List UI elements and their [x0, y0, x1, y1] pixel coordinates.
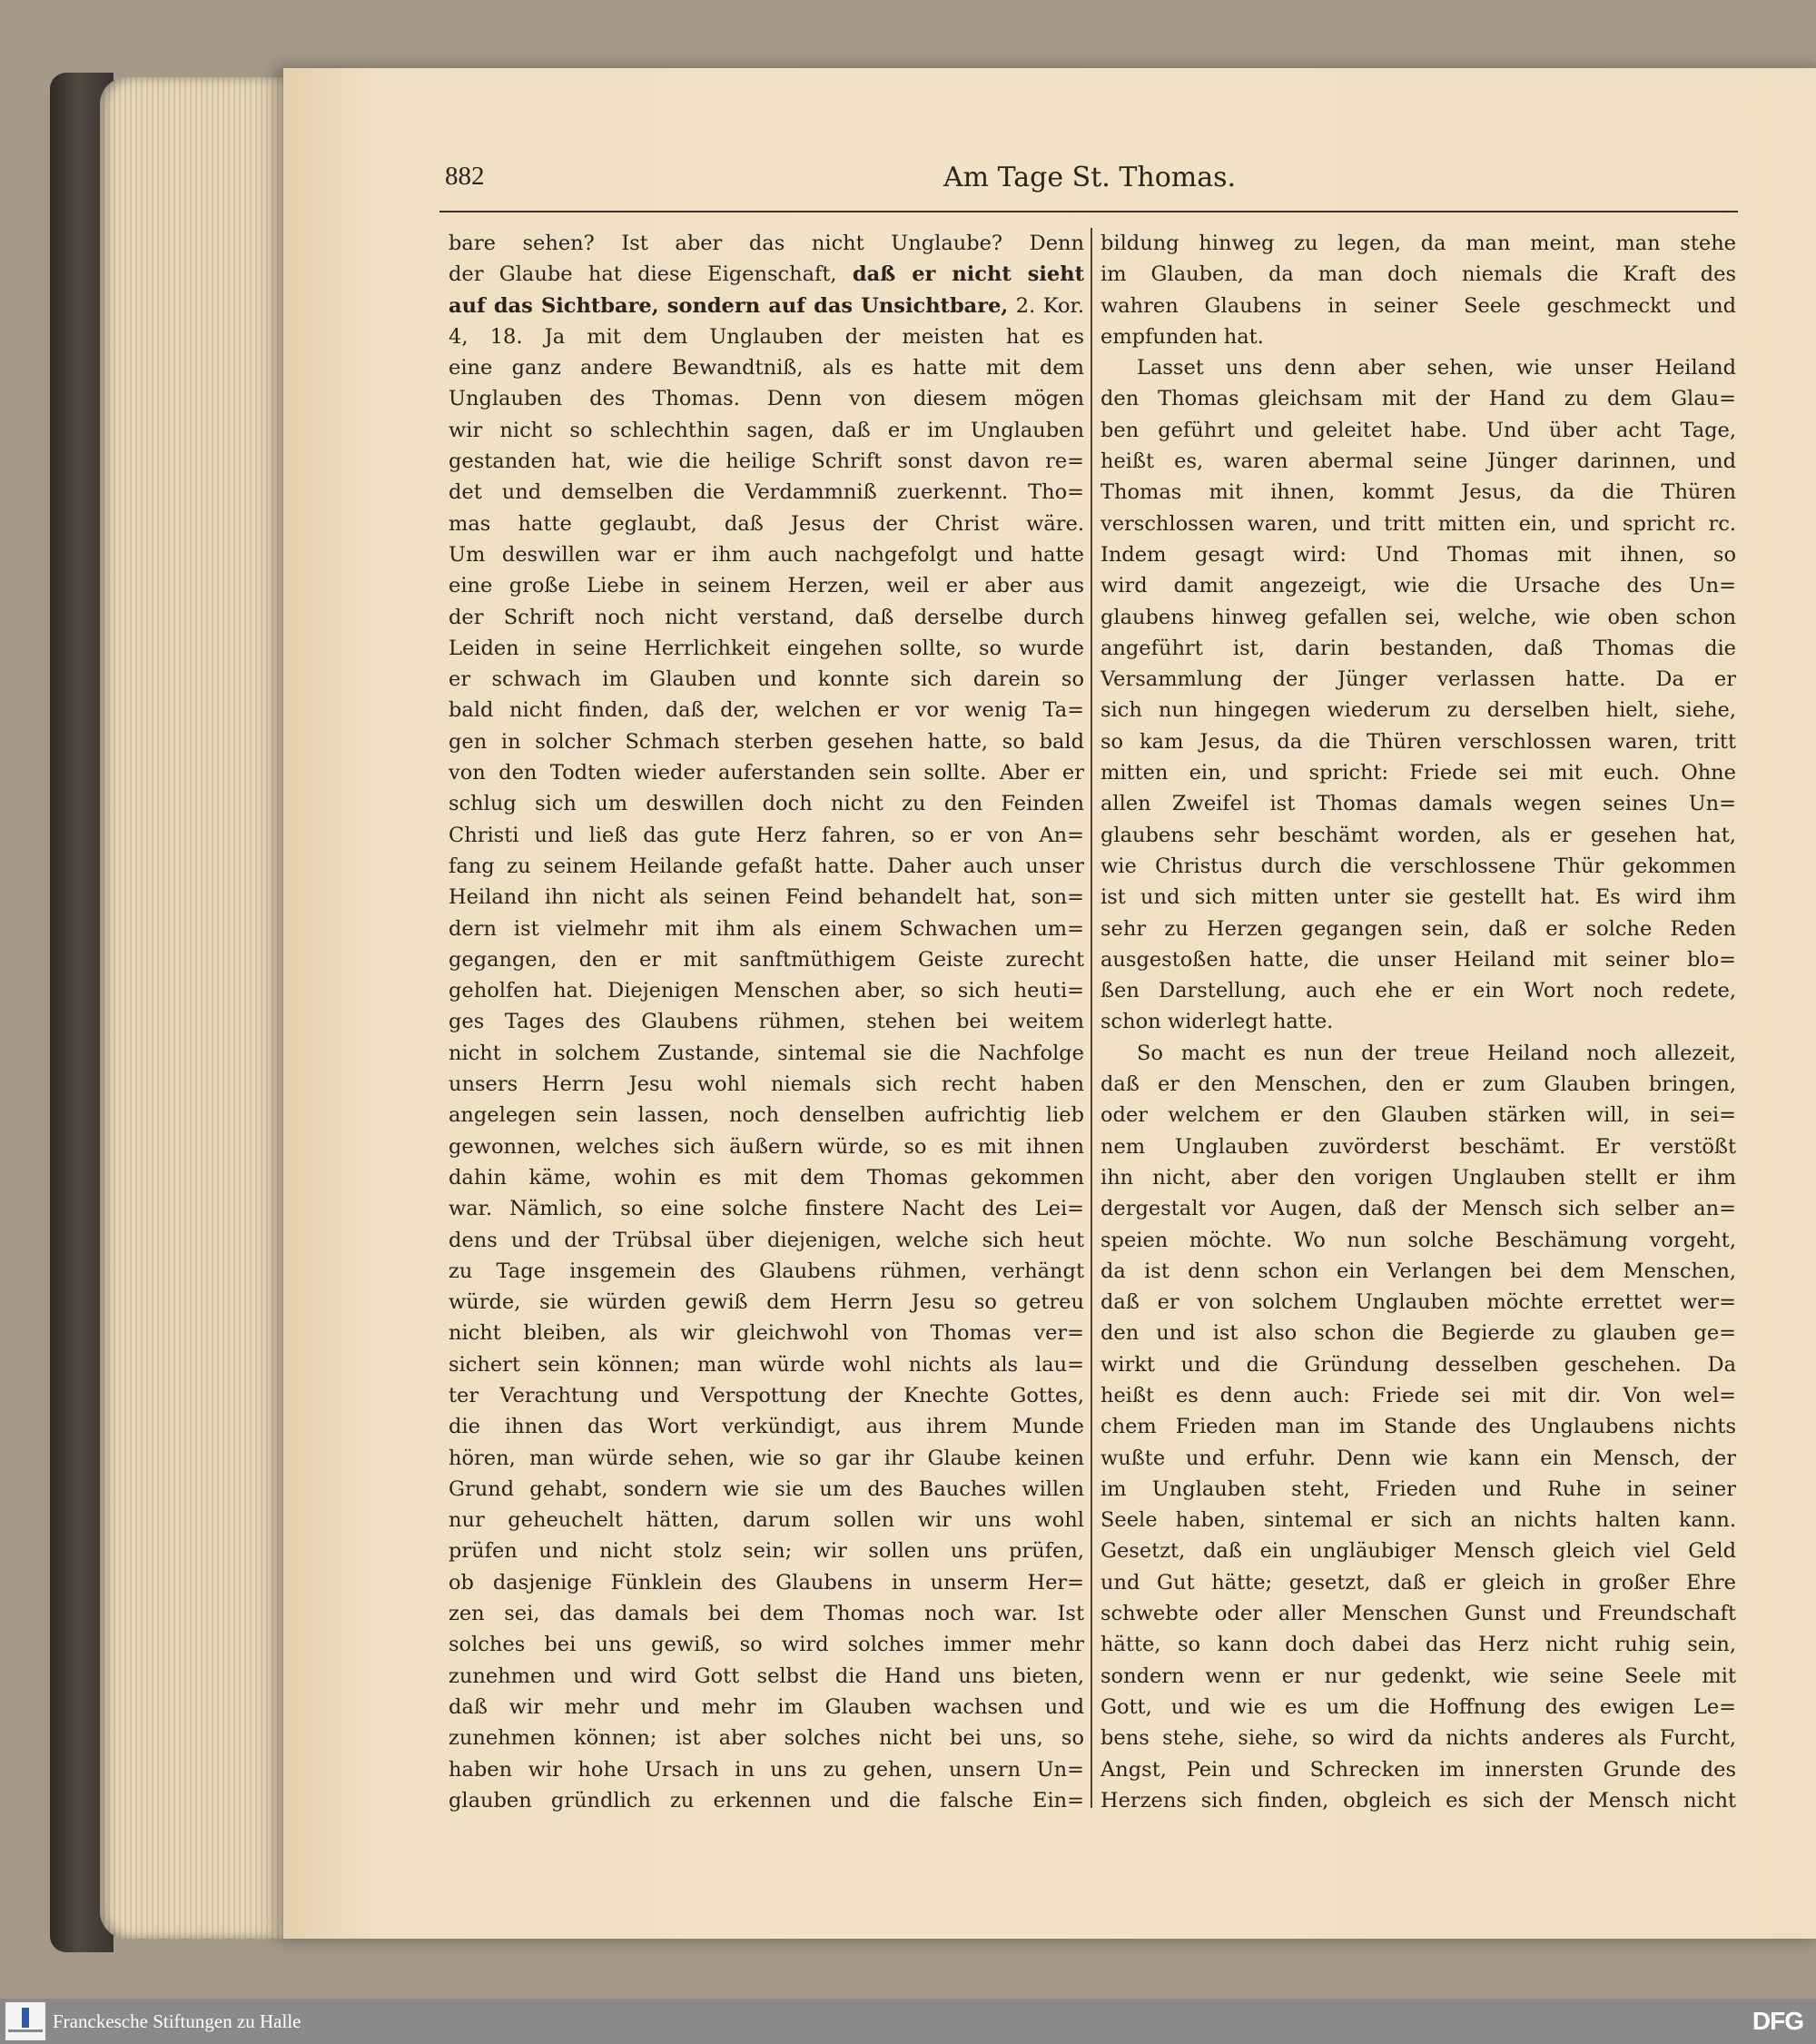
- line-text: oder welchem er den Glauben stärken will, in sei=: [1100, 1103, 1736, 1128]
- dfg-logo: DFG: [1752, 2007, 1803, 2035]
- text-line: [449, 383, 1084, 414]
- text-line: [449, 570, 1084, 601]
- text-line: [449, 321, 1084, 352]
- line-text: sondern wenn er nur gedenkt, wie seine Seele mit: [1100, 1664, 1736, 1688]
- line-text: chem Frieden man im Stande des Unglaubens nichts: [1100, 1415, 1736, 1439]
- line-text: verschlossen waren, und tritt mitten ein, und spricht rc.: [1100, 511, 1736, 536]
- text-line: [1100, 913, 1736, 944]
- text-line: [1100, 1318, 1736, 1348]
- page-edges: [100, 77, 295, 1939]
- text-line: [1100, 1535, 1736, 1566]
- text-line: [1100, 1162, 1736, 1193]
- text-line: [449, 1162, 1084, 1193]
- line-text: Grund gehabt, sondern wie sie um des Bauches willen: [449, 1476, 1084, 1501]
- line-text: bens stehe, siehe, so wird da nichts anderes als Furcht,: [1100, 1726, 1736, 1751]
- line-text: Unglauben des Thomas. Denn von diesem mögen: [449, 387, 1084, 411]
- institution-logo-icon: [5, 2002, 45, 2040]
- text-line: [1100, 1629, 1736, 1660]
- line-text: bildung hinweg zu legen, da man meint, man stehe: [1100, 232, 1736, 255]
- text-line: [1100, 1598, 1736, 1629]
- line-text: nicht bleiben, als wir gleichwohl von Thomas ver=: [449, 1321, 1084, 1346]
- header-rule: [439, 211, 1738, 212]
- line-text: wir nicht so schlechthin sagen, daß er im Unglauben: [449, 418, 1084, 442]
- text-line: [1100, 1754, 1736, 1785]
- text-line: [449, 1411, 1084, 1442]
- line-text: empfunden hat.: [1100, 324, 1264, 349]
- line-text: geholfen hat. Diejenigen Menschen aber, so sich heuti=: [449, 979, 1084, 1003]
- line-text: zunehmen können; ist aber solches nicht bei uns, so: [449, 1726, 1084, 1751]
- line-text: daß er von solchem Unglauben möchte errettet wer=: [1100, 1290, 1736, 1315]
- text-line: [1100, 788, 1736, 819]
- line-text: ges Tages des Glaubens rühmen, stehen bei weitem: [449, 1010, 1084, 1034]
- line-text: heißt es denn auch: Friede sei mit dir. Von wel=: [1100, 1383, 1736, 1407]
- line-text: ßen Darstellung, auch ehe er ein Wort noch redete,: [1100, 979, 1736, 1003]
- text-line: [449, 1225, 1084, 1256]
- institution-name: Franckesche Stiftungen zu Halle: [53, 2010, 301, 2032]
- text-line: [449, 1505, 1084, 1535]
- text-line: [1100, 851, 1736, 882]
- text-line: [1100, 1785, 1736, 1816]
- text-line: [449, 944, 1084, 975]
- text-line: [449, 1100, 1084, 1131]
- text-line: [1100, 321, 1736, 352]
- text-line: [449, 259, 1084, 290]
- text-column-right: [1100, 228, 1736, 1816]
- text-line: [1100, 1038, 1736, 1069]
- line-text: glauben gründlich zu erkennen und die falsche Ein=: [449, 1788, 1084, 1812]
- text-line: [449, 352, 1084, 383]
- text-line: [1100, 1256, 1736, 1287]
- text-line: [1100, 820, 1736, 851]
- line-text: mas hatte geglaubt, daß Jesus der Christ wäre.: [449, 511, 1084, 536]
- line-text: hätte, so kann doch dabei das Herz nicht ruhig sein,: [1100, 1633, 1736, 1657]
- line-text: Versammlung der Jünger verlassen hatte. Da er: [1100, 667, 1736, 692]
- line-text: von den Todten wieder auferstanden sein sollte. Aber er: [449, 761, 1084, 785]
- line-text: wird damit angezeigt, wie die Ursache des Un=: [1100, 574, 1736, 598]
- text-line: [449, 1256, 1084, 1287]
- text-line: [1100, 602, 1736, 633]
- text-line: [1100, 1193, 1736, 1224]
- footer-bar: [0, 1999, 1816, 2044]
- text-line: [1100, 1131, 1736, 1162]
- line-text: hören, man würde sehen, wie so gar ihr Glaube keinen: [449, 1446, 1084, 1470]
- text-line: [449, 1193, 1084, 1224]
- line-text: solches bei uns gewiß, so wird solches immer mehr: [449, 1633, 1084, 1657]
- text-line: [1100, 1225, 1736, 1256]
- line-text: nur geheuchelt hätten, darum sollen wir uns wohl: [449, 1508, 1084, 1533]
- text-line: [1100, 1505, 1736, 1535]
- line-text: ausgestoßen hatte, die unser Heiland mit seiner blo=: [1100, 947, 1736, 972]
- line-text: wußte und erfuhr. Denn wie kann ein Mensch, der: [1100, 1446, 1736, 1470]
- page-heading: Am Tage St. Thomas.: [943, 162, 1237, 193]
- line-text: der Glaube hat diese Eigenschaft,: [449, 262, 853, 287]
- text-line: [449, 820, 1084, 851]
- line-text: würde, sie würden gewiß dem Herrn Jesu so getreu: [449, 1290, 1084, 1315]
- line-text: speien möchte. Wo nun solche Beschämung vorgeht,: [1100, 1228, 1736, 1252]
- line-text: haben wir hohe Ursach in uns zu gehen, unsern Un=: [449, 1757, 1084, 1782]
- text-column-left: [449, 228, 1084, 1816]
- line-text: ter Verachtung und Verspottung der Knechte Gottes,: [449, 1383, 1084, 1407]
- text-line: [1100, 1474, 1736, 1505]
- text-line: [449, 1629, 1084, 1660]
- line-text: Leiden in seine Herrlichkeit eingehen sollte, so wurde: [449, 636, 1084, 660]
- line-text: wie Christus durch die verschlossene Thür gekommen: [1100, 854, 1736, 878]
- text-line: [449, 415, 1084, 446]
- line-text: Herzens sich finden, obgleich es sich der Mensch nicht: [1100, 1788, 1736, 1812]
- text-line: [449, 1131, 1084, 1162]
- line-text: Seele haben, sintemal er sich an nichts halten kann.: [1100, 1508, 1736, 1533]
- text-line: [1100, 695, 1736, 726]
- text-line: [449, 539, 1084, 570]
- line-text: glaubens hinweg gefallen sei, welche, wie oben schon: [1100, 605, 1736, 629]
- line-text: 2. Kor.: [1008, 293, 1084, 318]
- text-line: [1100, 944, 1736, 975]
- line-text: war. Nämlich, so eine solche finstere Nacht des Lei=: [449, 1197, 1084, 1221]
- text-line: [1100, 446, 1736, 477]
- line-text: So macht es nun der treue Heiland noch allezeit,: [1137, 1041, 1736, 1065]
- text-line: [449, 477, 1084, 508]
- text-line: [1100, 352, 1736, 383]
- text-line: [449, 1318, 1084, 1348]
- text-line: [1100, 1349, 1736, 1380]
- line-text: wahren Glaubens in seiner Seele geschmeckt und: [1100, 293, 1736, 318]
- text-line: [449, 291, 1084, 321]
- line-text: 4, 18. Ja mit dem Unglauben der meisten hat es: [449, 324, 1084, 349]
- text-line: [449, 1785, 1084, 1816]
- line-text: er schwach im Glauben und konnte sich darein so: [449, 667, 1084, 692]
- line-text: Gesetzt, daß ein ungläubiger Mensch gleich viel Geld: [1100, 1539, 1736, 1564]
- line-text: Heiland ihn nicht als seinen Feind behandelt hat, son=: [449, 885, 1084, 910]
- text-line: [1100, 1411, 1736, 1442]
- column-divider: [1091, 228, 1092, 1808]
- line-text: den und ist also schon die Begierde zu glauben ge=: [1100, 1321, 1736, 1346]
- text-line: [1100, 633, 1736, 664]
- line-text: gewonnen, welches sich äußern würde, so es mit ihnen: [449, 1134, 1084, 1159]
- text-line: [449, 633, 1084, 664]
- line-text: schlug sich um deswillen doch nicht zu den Feinden: [449, 792, 1084, 816]
- emphasized-text: auf das Sichtbare, sondern auf das Unsichtbare,: [449, 293, 1009, 318]
- text-line: [449, 1349, 1084, 1380]
- text-line: [1100, 1380, 1736, 1411]
- text-line: [449, 228, 1084, 259]
- line-text: zen sei, das damals bei dem Thomas noch war. Ist: [449, 1602, 1084, 1626]
- line-text: sich nun hingegen wiederum zu derselben hielt, siehe,: [1100, 698, 1736, 723]
- text-line: [1100, 415, 1736, 446]
- line-text: nem Unglauben zuvörderst beschämt. Er verstößt: [1100, 1134, 1736, 1159]
- text-line: [1100, 1100, 1736, 1131]
- line-text: heißt es, waren abermal seine Jünger darinnen, und: [1100, 449, 1736, 474]
- emphasized-text: daß er nicht sieht: [852, 262, 1084, 287]
- line-text: Um deswillen war er ihm auch nachgefolgt und hatte: [449, 542, 1084, 567]
- line-text: den Thomas gleichsam mit der Hand zu dem Glau=: [1100, 387, 1736, 411]
- line-text: bald nicht finden, daß der, welchen er vor wenig Ta=: [449, 698, 1084, 723]
- line-text: Gott, und wie es um die Hoffnung des ewigen Le=: [1100, 1694, 1736, 1719]
- text-line: [449, 1723, 1084, 1753]
- running-head: [445, 162, 1734, 207]
- text-line: [449, 851, 1084, 882]
- line-text: sichert sein können; man würde wohl nichts als lau=: [449, 1352, 1084, 1377]
- line-text: daß wir mehr und mehr im Glauben wachsen und: [449, 1694, 1084, 1719]
- text-line: [1100, 1443, 1736, 1474]
- page-number: 882: [445, 162, 485, 191]
- text-line: [1100, 477, 1736, 508]
- text-line: [449, 882, 1084, 913]
- line-text: dergestalt vor Augen, daß der Mensch sich selber an=: [1100, 1197, 1736, 1221]
- line-text: im Glauben, da man doch niemals die Kraft des: [1100, 262, 1736, 287]
- text-line: [449, 975, 1084, 1006]
- text-line: [449, 757, 1084, 788]
- text-line: [449, 913, 1084, 944]
- text-line: [1100, 383, 1736, 414]
- text-line: [449, 1474, 1084, 1505]
- text-line: [449, 1443, 1084, 1474]
- text-line: [1100, 1692, 1736, 1723]
- text-line: [449, 1692, 1084, 1723]
- text-line: [1100, 509, 1736, 539]
- text-line: [1100, 726, 1736, 757]
- line-text: ist und sich mitten unter sie gestellt hat. Es wird ihm: [1100, 885, 1736, 910]
- text-line: [449, 1380, 1084, 1411]
- text-line: [449, 1567, 1084, 1598]
- line-text: Indem gesagt wird: Und Thomas mit ihnen, so: [1100, 542, 1736, 567]
- line-text: dens und der Trübsal über diejenigen, welche sich heut: [449, 1228, 1084, 1252]
- text-line: [449, 1287, 1084, 1318]
- text-line: [1100, 975, 1736, 1006]
- text-line: [1100, 1723, 1736, 1753]
- line-text: dahin käme, wohin es mit dem Thomas gekommen: [449, 1165, 1084, 1190]
- text-line: [449, 602, 1084, 633]
- text-line: [1100, 1006, 1736, 1037]
- line-text: der Schrift noch nicht verstand, daß derselbe durch: [449, 605, 1084, 629]
- line-text: und Gut hätte; gesetzt, daß er gleich in großer Ehre: [1100, 1570, 1736, 1595]
- text-line: [1100, 570, 1736, 601]
- text-line: [1100, 259, 1736, 290]
- line-text: ben geführt und geleitet habe. Und über acht Tage,: [1100, 418, 1736, 442]
- line-text: fang zu seinem Heilande gefaßt hatte. Daher auch unser: [449, 854, 1084, 878]
- text-line: [1100, 1069, 1736, 1100]
- text-line: [449, 726, 1084, 757]
- line-text: da ist denn schon ein Verlangen bei dem Menschen,: [1100, 1259, 1736, 1283]
- line-text: angeführt ist, darin bestanden, daß Thomas die: [1100, 636, 1736, 660]
- line-text: so kam Jesus, da die Thüren verschlossen waren, tritt: [1100, 729, 1736, 754]
- text-line: [449, 1598, 1084, 1629]
- text-line: [449, 695, 1084, 726]
- text-line: [1100, 882, 1736, 913]
- line-text: unsers Herrn Jesu wohl niemals sich recht haben: [449, 1072, 1084, 1097]
- text-line: [1100, 291, 1736, 321]
- line-text: eine große Liebe in seinem Herzen, weil er aber aus: [449, 574, 1084, 598]
- line-text: nicht in solchem Zustande, sintemal sie die Nachfolge: [449, 1041, 1084, 1065]
- line-text: allen Zweifel ist Thomas damals wegen seines Un=: [1100, 792, 1736, 816]
- line-text: bare sehen? Ist aber das nicht Unglaube? Denn: [449, 232, 1084, 255]
- line-text: dern ist vielmehr mit ihm als einem Schwachen um=: [449, 916, 1084, 941]
- line-text: gestanden hat, wie die heilige Schrift sonst davon re=: [449, 449, 1084, 474]
- text-line: [449, 1661, 1084, 1692]
- line-text: eine ganz andere Bewandtniß, als es hatte mit dem: [449, 356, 1084, 380]
- text-line: [449, 446, 1084, 477]
- line-text: die ihnen das Wort verkündigt, aus ihrem Munde: [449, 1415, 1084, 1439]
- line-text: mitten ein, und spricht: Friede sei mit euch. Ohne: [1100, 761, 1736, 785]
- line-text: prüfen und nicht stolz sein; wir sollen uns prüfen,: [449, 1539, 1084, 1564]
- text-line: [1100, 539, 1736, 570]
- line-text: schwebte oder aller Menschen Gunst und Freundschaft: [1100, 1602, 1736, 1626]
- line-text: Lasset uns denn aber sehen, wie unser Heiland: [1137, 356, 1736, 380]
- line-text: schon widerlegt hatte.: [1100, 1010, 1334, 1034]
- text-line: [449, 788, 1084, 819]
- line-text: Christi und ließ das gute Herz fahren, so er von An=: [449, 823, 1084, 847]
- line-text: sehr zu Herzen gegangen sein, daß er solche Reden: [1100, 916, 1736, 941]
- text-line: [449, 1754, 1084, 1785]
- text-line: [1100, 1661, 1736, 1692]
- line-text: gen in solcher Schmach sterben gesehen hatte, so bald: [449, 729, 1084, 754]
- line-text: im Unglauben steht, Frieden und Ruhe in seiner: [1100, 1476, 1736, 1501]
- text-line: [449, 509, 1084, 539]
- line-text: daß er den Menschen, den er zum Glauben bringen,: [1100, 1072, 1736, 1097]
- text-line: [449, 1038, 1084, 1069]
- line-text: wirkt und die Gründung desselben geschehen. Da: [1100, 1352, 1736, 1377]
- line-text: Thomas mit ihnen, kommt Jesus, da die Thüren: [1100, 480, 1736, 505]
- text-line: [1100, 228, 1736, 259]
- text-line: [1100, 1287, 1736, 1318]
- text-line: [449, 1535, 1084, 1566]
- text-line: [1100, 757, 1736, 788]
- text-line: [449, 664, 1084, 695]
- line-text: zunehmen und wird Gott selbst die Hand uns bieten,: [449, 1664, 1084, 1688]
- line-text: angelegen sein lassen, noch denselben aufrichtig lieb: [449, 1103, 1084, 1128]
- text-line: [449, 1069, 1084, 1100]
- line-text: glaubens sehr beschämt worden, als er gesehen hat,: [1100, 823, 1736, 847]
- line-text: ihn nicht, aber den vorigen Unglauben stellt er ihm: [1100, 1165, 1736, 1190]
- line-text: ob dasjenige Fünklein des Glaubens in unserm Her=: [449, 1570, 1084, 1595]
- line-text: Angst, Pein und Schrecken im innersten Grunde des: [1100, 1757, 1736, 1782]
- line-text: zu Tage insgemein des Glaubens rühmen, verhängt: [449, 1259, 1084, 1283]
- line-text: det und demselben die Verdammniß zuerkennt. Tho=: [449, 480, 1084, 505]
- line-text: gegangen, den er mit sanftmüthigem Geiste zurecht: [449, 947, 1084, 972]
- text-line: [449, 1006, 1084, 1037]
- text-line: [1100, 1567, 1736, 1598]
- text-line: [1100, 664, 1736, 695]
